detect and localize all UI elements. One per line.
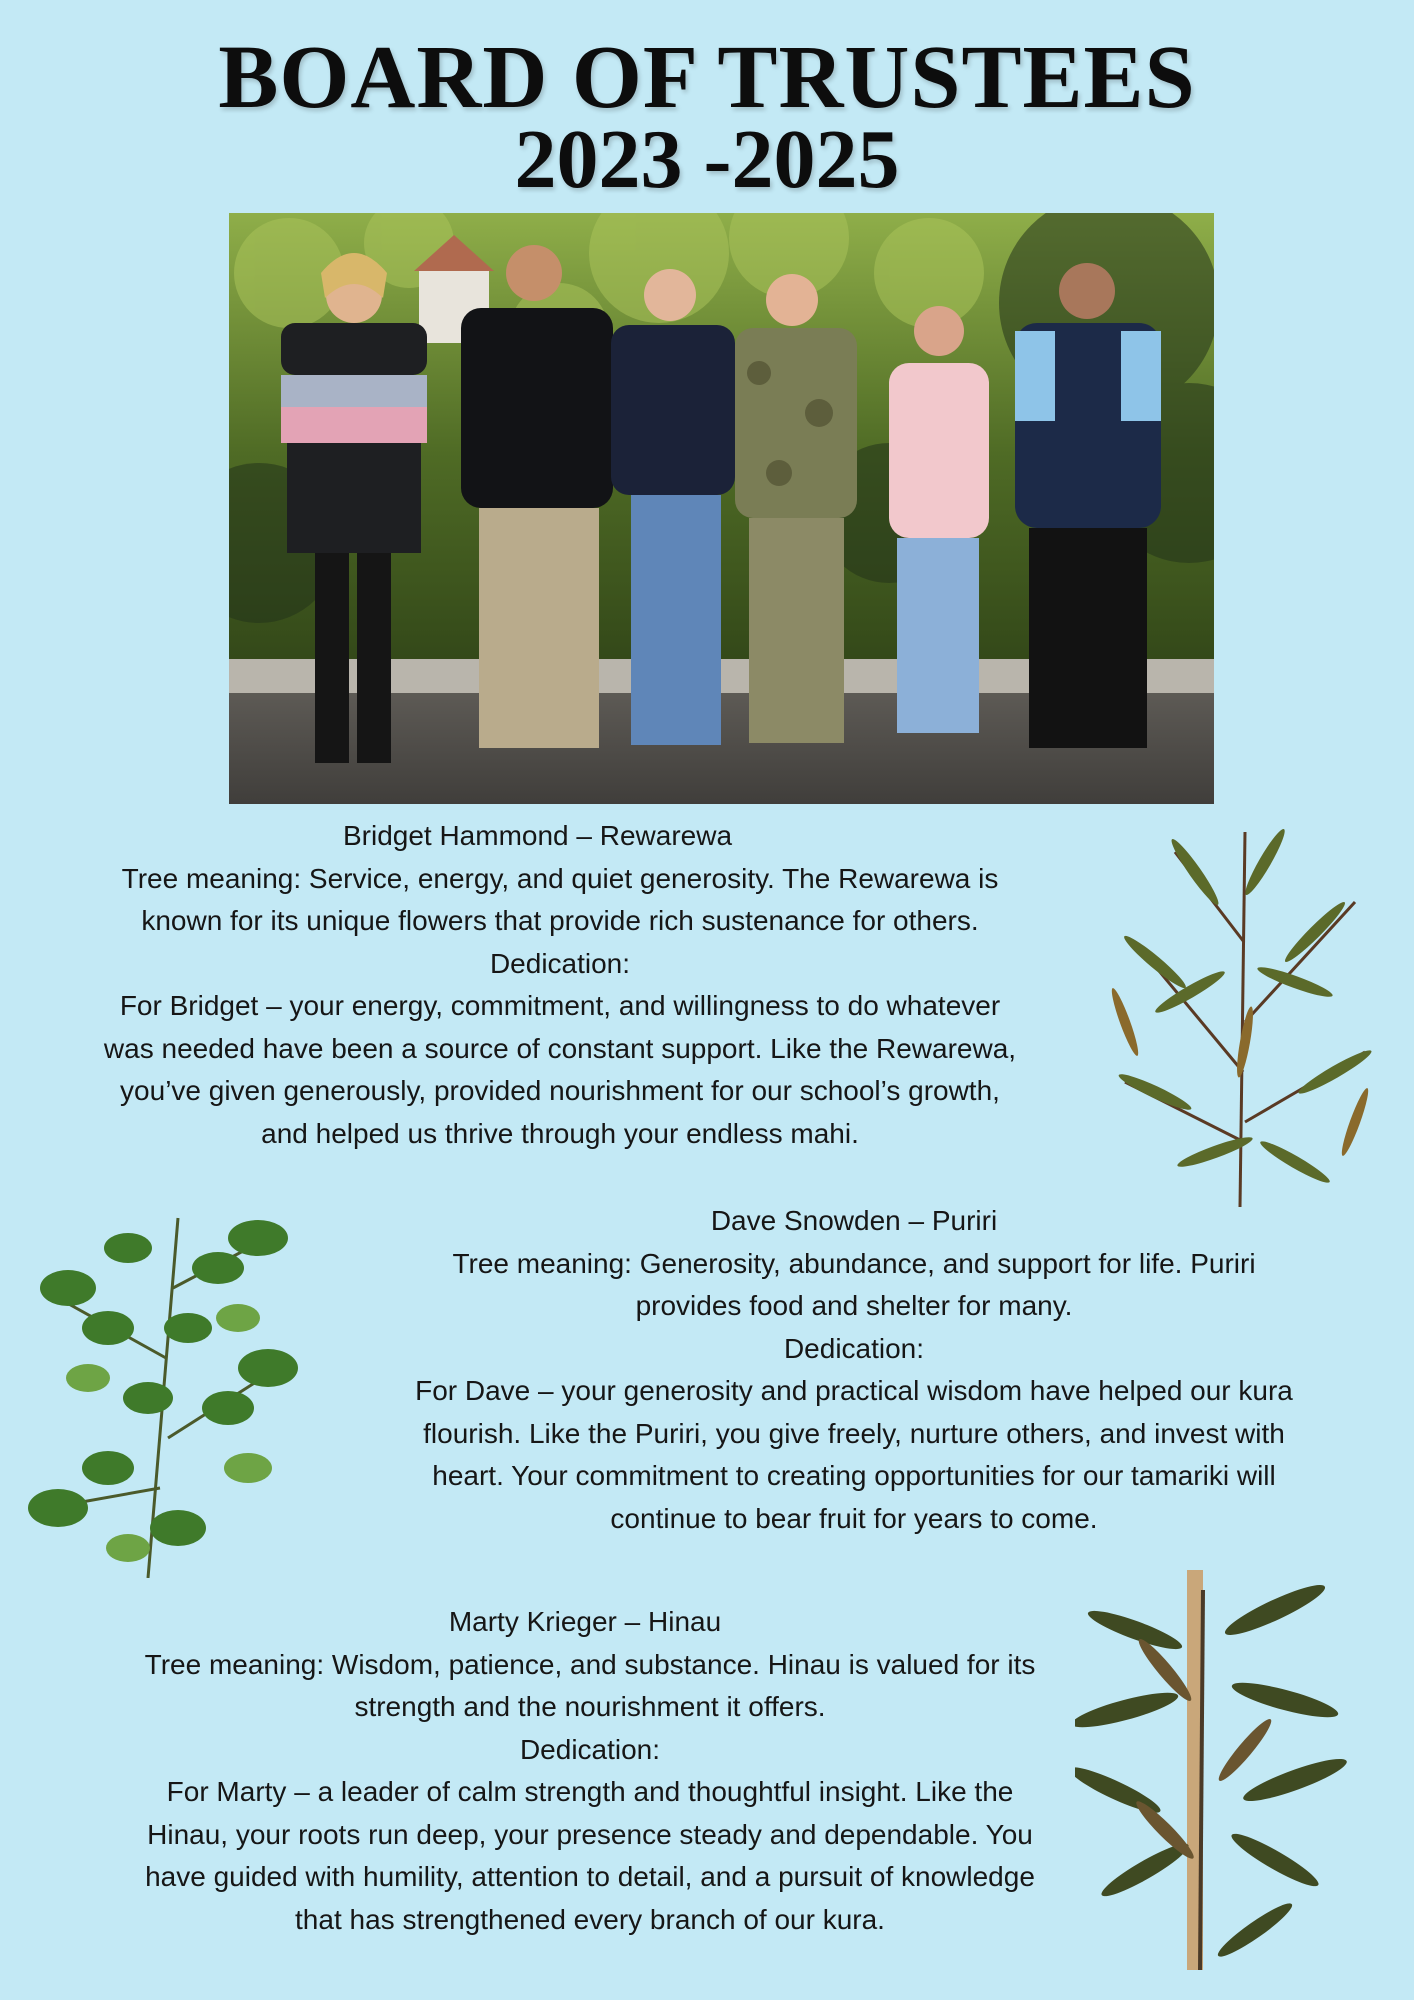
group-photo: [229, 213, 1214, 804]
dedication-line: For Dave – your generosity and practical wisdom have helped our kura: [415, 1375, 1293, 1406]
trustee-heading: Dave Snowden – Puriri: [710, 1205, 998, 1236]
trustee-section-bridget: [20, 815, 1100, 1155]
tree-meaning-line: known for its unique flowers that provide rich sustenance for others.: [141, 905, 979, 936]
dedication-line: For Marty – a leader of calm strength and thoughtful insight. Like the: [166, 1776, 1014, 1807]
term-years: 2023 -2025: [514, 113, 900, 206]
dedication-line: you’ve given generously, provided nourishment for our school’s growth,: [120, 1075, 1000, 1106]
dedication-line: continue to bear fruit for years to come.: [610, 1502, 1098, 1534]
tree-meaning-line: provides food and shelter for many.: [635, 1290, 1073, 1321]
dedication-line: flourish. Like the Puriri, you give freely, nurture others, and invest with: [423, 1417, 1285, 1449]
dedication-line: that has strengthened every branch of our kura.: [295, 1903, 885, 1935]
tree-meaning-line: Tree meaning: Service, energy, and quiet generosity. The Rewarewa is: [121, 862, 999, 894]
rewarewa-branch-icon: [1095, 822, 1385, 1207]
puriri-branch-icon: [28, 1208, 308, 1578]
dedication-line: For Bridget – your energy, commitment, and willingness to do whatever: [119, 990, 1001, 1021]
dedication-label: Dedication:: [489, 947, 631, 979]
trustee-heading: Bridget Hammond – Rewarewa: [342, 820, 733, 851]
trustee-section-marty: [40, 1601, 1140, 1941]
dedication-line: was needed have been a source of constant support. Like the Rewarewa,: [103, 1032, 1017, 1064]
dedication-line: have guided with humility, attention to detail, and a pursuit of knowledge: [145, 1861, 1035, 1892]
dedication-label: Dedication:: [519, 1733, 661, 1765]
hinau-sapling-icon: [1075, 1570, 1375, 1970]
tree-meaning-line: Tree meaning: Wisdom, patience, and substance. Hinau is valued for its: [144, 1648, 1036, 1680]
tree-meaning-line: strength and the nourishment it offers.: [354, 1691, 826, 1722]
dedication-line: heart. Your commitment to creating opportunities for our tamariki will: [432, 1460, 1276, 1491]
dedication-label: Dedication:: [783, 1332, 925, 1364]
dedication-line: and helped us thrive through your endless mahi.: [261, 1117, 859, 1149]
trustee-heading: Marty Krieger – Hinau: [448, 1606, 722, 1637]
dedication-line: Hinau, your roots run deep, your presence steady and dependable. You: [147, 1818, 1033, 1850]
tree-meaning-line: Tree meaning: Generosity, abundance, and support for life. Puriri: [452, 1247, 1256, 1279]
page-title: BOARD OF TRUSTEES: [218, 28, 1196, 127]
trustee-section-dave: [334, 1200, 1374, 1540]
